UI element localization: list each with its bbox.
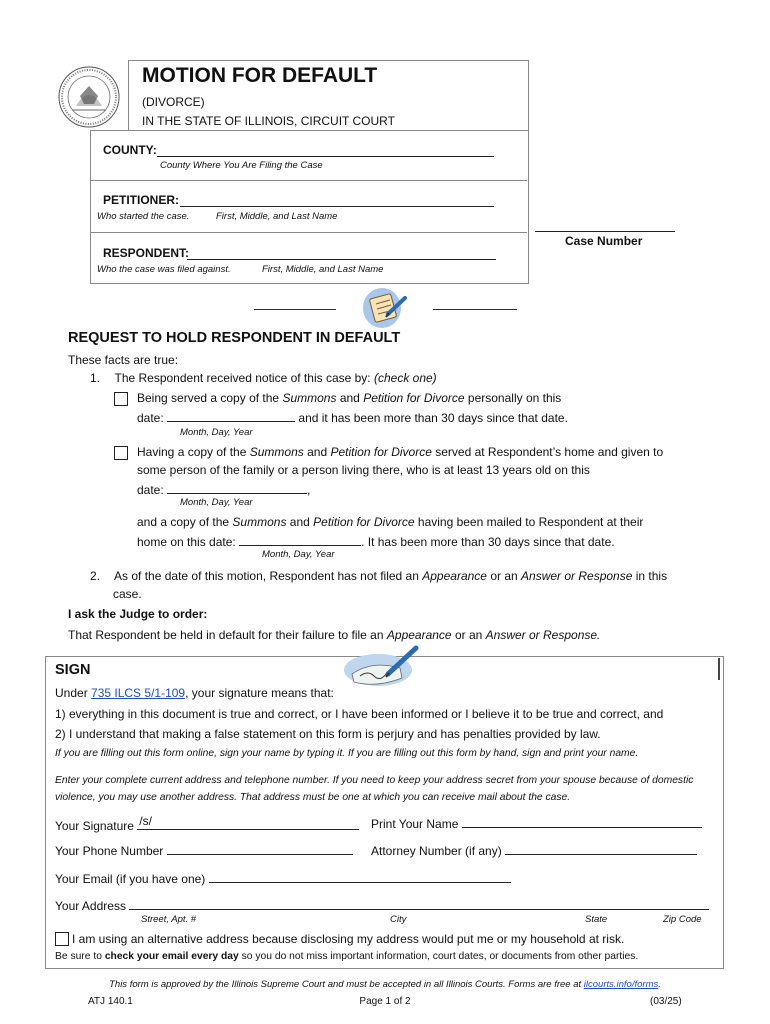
- option-2-petition: Petition for Divorce: [330, 445, 432, 459]
- alternative-address-checkbox[interactable]: [55, 932, 69, 946]
- email-reminder: [55, 951, 638, 962]
- petitioner-label: PETITIONER:: [103, 193, 180, 207]
- parties-divider-1: [90, 180, 527, 181]
- statute-line: [55, 686, 334, 700]
- option-1-line-2: [137, 409, 568, 425]
- option-1-after: and it has been more than 30 days since that date.: [298, 411, 568, 425]
- statute-under: Under: [55, 686, 88, 700]
- option-2-mail-text-b: having been mailed to Respondent at their: [417, 515, 644, 529]
- ask-judge-text: [68, 628, 600, 642]
- county-hint: County Where You Are Filing the Case: [160, 160, 323, 171]
- option-1-date-hint: Month, Day, Year: [180, 427, 253, 438]
- option-2-home-after: . It has been more than 30 days since that date.: [361, 535, 615, 549]
- option-2-comma: ,: [307, 483, 311, 497]
- respondent-field[interactable]: [187, 247, 496, 260]
- form-subtitle: (DIVORCE): [142, 95, 205, 109]
- option-2-text-a: Having a copy of the: [137, 445, 247, 459]
- option-2-mail-summons: Summons: [232, 515, 287, 529]
- writing-hand-icon: [360, 284, 410, 330]
- street-hint: Street, Apt. #: [141, 914, 197, 925]
- option-1-petition: Petition for Divorce: [363, 391, 465, 405]
- option-2-mail-text-a: and a copy of the: [137, 515, 230, 529]
- petitioner-field[interactable]: [180, 194, 494, 207]
- email-label: Your Email (if you have one): [55, 872, 206, 886]
- option-1-text-b: personally on this: [467, 391, 562, 405]
- ask-or: or an: [454, 628, 483, 642]
- item-1-number: 1.: [90, 371, 101, 385]
- email-reminder-bold: check your email every day: [104, 951, 239, 962]
- substitute-service-checkbox[interactable]: [114, 446, 128, 460]
- ask-appearance: Appearance: [386, 628, 452, 642]
- option-2-home-date-label: home on this date:: [137, 535, 236, 549]
- option-2-line-1: [137, 445, 663, 459]
- option-2-summons: Summons: [249, 445, 304, 459]
- approval-text: This form is approved by the Illinois Supreme Court and must be accepted in all Illinois Courts. Forms are free at: [109, 979, 582, 990]
- facts-intro: These facts are true:: [68, 353, 179, 367]
- certification-point-1: 1) everything in this document is true and correct, or I have been informed or I believe it to be true and correct, and: [55, 707, 664, 721]
- alternative-address-text: I am using an alternative address because disclosing my address would put me or my household at risk.: [72, 932, 625, 946]
- email-reminder-a: Be sure to: [55, 951, 102, 962]
- certification-point-2: 2) I understand that making a false statement on this form is perjury and has penalties provided by law.: [55, 727, 601, 741]
- print-name-field[interactable]: [462, 815, 702, 828]
- item-2-answer: Answer or Response: [521, 569, 633, 583]
- parties-divider-2: [90, 232, 527, 233]
- divider-line-right: [433, 309, 517, 310]
- signature-label: Your Signature: [55, 819, 134, 833]
- option-2-date-hint: Month, Day, Year: [180, 497, 253, 508]
- online-signing-note: If you are filling out this form online, sign your name by typing it. If you are filling out this form by hand, sign and print your name.: [55, 748, 639, 759]
- petitioner-hint-name: First, Middle, and Last Name: [216, 211, 338, 222]
- divider-line-left: [254, 309, 336, 310]
- attorney-row: [371, 842, 697, 858]
- item-2-text-a: As of the date of this motion, Respondent has not filed an: [114, 569, 419, 583]
- case-number-label: Case Number: [565, 234, 643, 248]
- item-1-hint: (check one): [373, 371, 437, 385]
- item-2-or: or an: [490, 569, 518, 583]
- option-2-mail-line-2: [137, 533, 615, 549]
- approval-end: .: [658, 979, 661, 990]
- address-field[interactable]: [129, 897, 709, 910]
- form-version: (03/25): [650, 996, 682, 1007]
- item-2-text-b: in this: [635, 569, 668, 583]
- option-2-mail-and: and: [289, 515, 310, 529]
- item-1-text: The Respondent received notice of this case by:: [114, 371, 371, 385]
- item-2-appearance: Appearance: [422, 569, 487, 583]
- item-1: [90, 371, 437, 385]
- option-1-summons: Summons: [282, 391, 337, 405]
- option-1-date-label: date:: [137, 411, 164, 425]
- option-2-date-label: date:: [137, 483, 164, 497]
- phone-row: [55, 842, 353, 858]
- option-1-date-field[interactable]: [167, 409, 295, 422]
- option-2-mail-petition: Petition for Divorce: [313, 515, 415, 529]
- option-2-home-date-field[interactable]: [239, 533, 361, 546]
- address-label: Your Address: [55, 899, 126, 913]
- case-number-field[interactable]: [535, 219, 675, 232]
- attorney-label: Attorney Number (if any): [371, 844, 502, 858]
- personal-service-checkbox[interactable]: [114, 392, 128, 406]
- statute-after: , your signature means that:: [185, 686, 334, 700]
- ask-answer: Answer or Response.: [485, 628, 601, 642]
- item-2-line-2: case.: [113, 587, 142, 601]
- city-hint: City: [390, 914, 407, 925]
- page-number: Page 1 of 2: [359, 996, 411, 1007]
- item-2: [90, 569, 667, 583]
- ask-judge-heading: I ask the Judge to order:: [68, 607, 208, 621]
- address-row: [55, 897, 709, 913]
- respondent-hint-name: First, Middle, and Last Name: [262, 264, 384, 275]
- address-note: Enter your complete current address and telephone number. If you need to keep your address secret from your spouse because of domestic violence, you may use another address. That address must be one at which you can receive mail about the case.: [55, 775, 694, 803]
- option-1-line-1: [137, 391, 561, 405]
- zip-hint: Zip Code: [663, 914, 702, 925]
- sign-box-right-bar: [718, 658, 720, 680]
- email-field[interactable]: [209, 870, 511, 883]
- phone-field[interactable]: [167, 842, 353, 855]
- respondent-hint-who: Who the case was filed against.: [97, 264, 231, 275]
- option-2-line-3: [137, 481, 310, 497]
- item-2-number: 2.: [90, 569, 101, 583]
- signature-field[interactable]: [137, 815, 359, 830]
- option-2-home-date-hint: Month, Day, Year: [262, 549, 335, 560]
- county-label: COUNTY:: [103, 143, 157, 157]
- request-heading: REQUEST TO HOLD RESPONDENT IN DEFAULT: [68, 330, 401, 346]
- sign-heading: SIGN: [55, 662, 91, 678]
- signing-pen-icon: [342, 644, 424, 690]
- option-2-date-field[interactable]: [167, 481, 307, 494]
- county-field[interactable]: [157, 144, 494, 157]
- ask-text-a: That Respondent be held in default for their failure to file an: [68, 628, 384, 642]
- print-name-label: Print Your Name: [371, 817, 459, 831]
- statute-link[interactable]: 735 ILCS 5/1-109: [91, 686, 186, 700]
- respondent-label: RESPONDENT:: [103, 246, 190, 260]
- email-row: [55, 870, 511, 886]
- option-2-line-2: some person of the family or a person living there, who is at least 13 years old on this: [137, 463, 590, 477]
- form-title: MOTION FOR DEFAULT: [142, 64, 378, 87]
- court-name: IN THE STATE OF ILLINOIS, CIRCUIT COURT: [142, 114, 395, 128]
- option-2-and: and: [307, 445, 328, 459]
- option-1-and: and: [339, 391, 360, 405]
- email-reminder-b: so you do not miss important information, court dates, or documents from other parties.: [241, 951, 639, 962]
- print-name-row: [371, 815, 702, 831]
- petitioner-hint-who: Who started the case.: [97, 211, 190, 222]
- illinois-supreme-court-seal: [58, 66, 120, 128]
- attorney-field[interactable]: [505, 842, 697, 855]
- state-hint: State: [585, 914, 608, 925]
- option-2-mail-line-1: [137, 515, 643, 529]
- forms-link[interactable]: ilcourts.info/forms: [583, 979, 659, 990]
- option-2-text-b: served at Respondent’s home and given to: [435, 445, 664, 459]
- form-id: ATJ 140.1: [88, 996, 133, 1007]
- phone-label: Your Phone Number: [55, 844, 164, 858]
- option-1-text-a: Being served a copy of the: [137, 391, 280, 405]
- signature-row: [55, 815, 359, 833]
- signature-value: /s/: [139, 814, 152, 828]
- approval-note: [0, 979, 770, 990]
